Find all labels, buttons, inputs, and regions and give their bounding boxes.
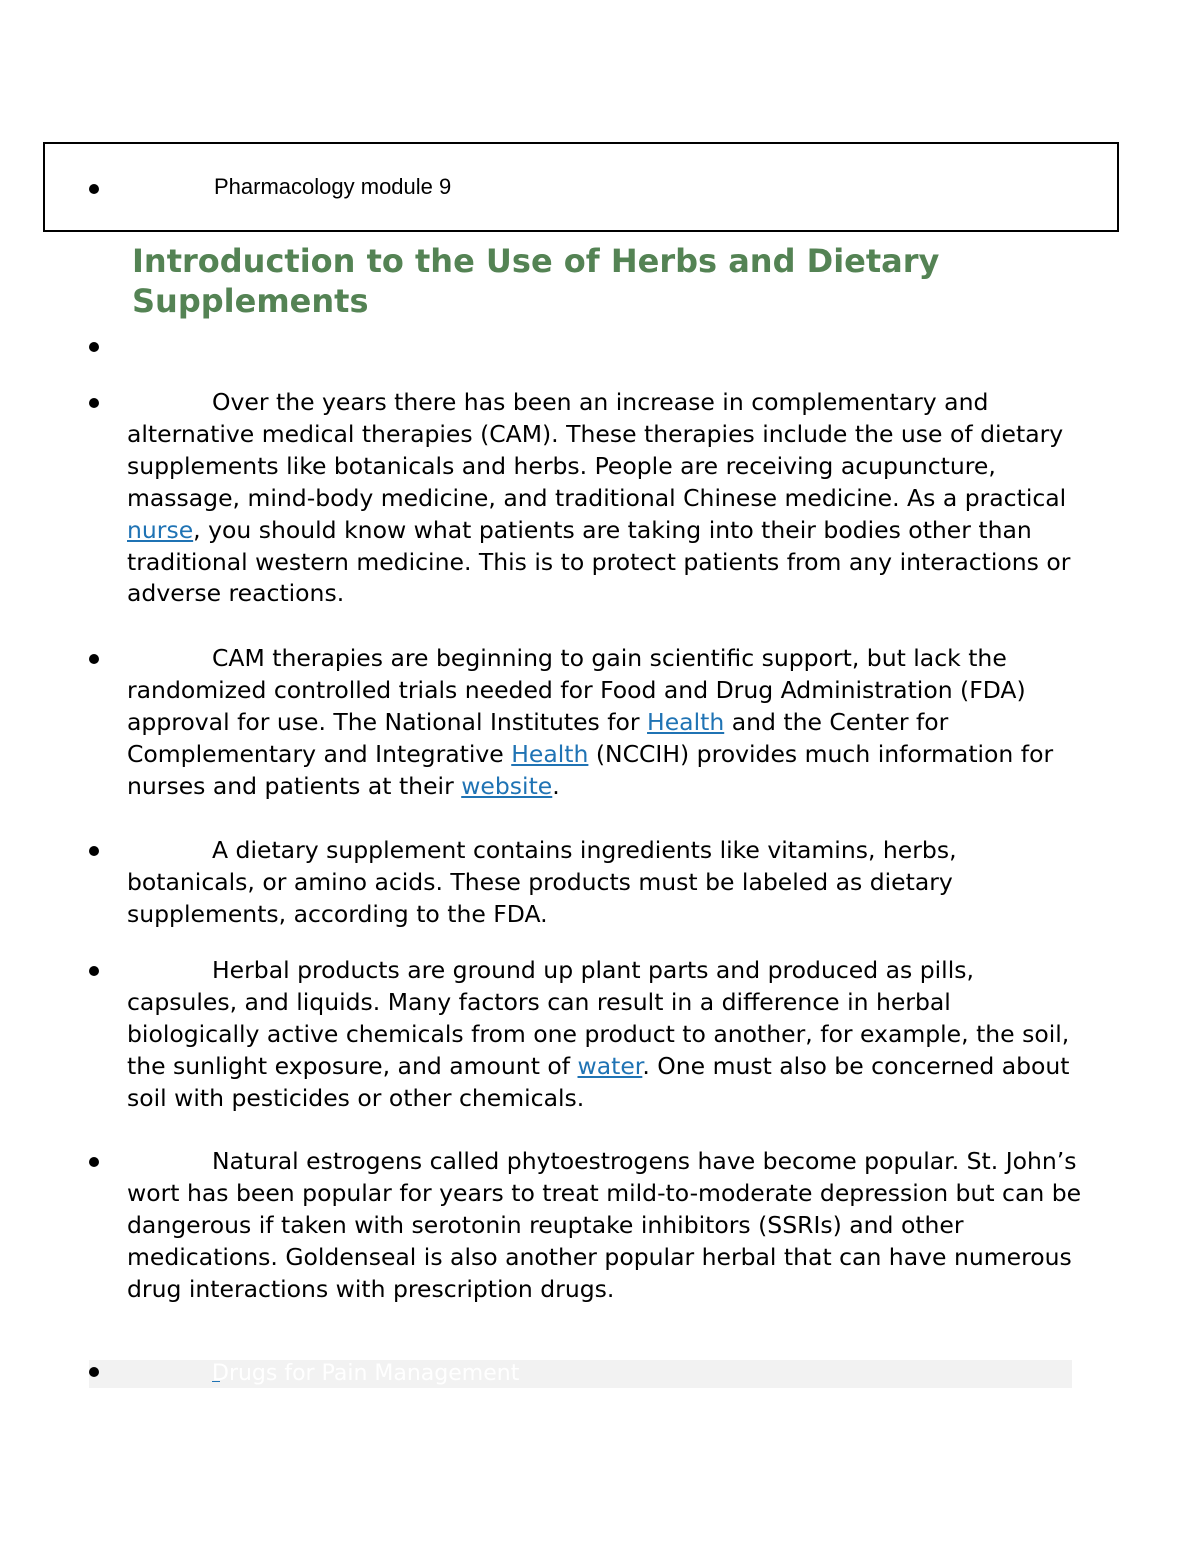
paragraph-text: A dietary supplement contains ingredients like vitamins, herbs, botanicals, or amino acids. These products must be labeled as dietary supplements, according to the FDA. xyxy=(127,836,957,928)
page-title: Introduction to the Use of Herbs and Dietary Supplements xyxy=(132,242,940,320)
header-box xyxy=(43,142,1119,232)
bullet xyxy=(89,342,99,352)
bullet xyxy=(89,654,99,664)
paragraph-phytoestrogens xyxy=(127,1146,1087,1306)
bullet xyxy=(89,184,99,194)
paragraph-text: . xyxy=(552,771,560,800)
bullet xyxy=(89,398,99,408)
website-link[interactable]: website xyxy=(461,771,553,800)
paragraph-cam-support xyxy=(127,643,1087,803)
paragraph-text: . One must also be concerned about soil with pesticides or other chemicals. xyxy=(127,1051,1070,1112)
paragraph-text: (NCCIH) provides much information for nurses and patients at their xyxy=(127,739,1054,800)
paragraph-text: Herbal products are ground up plant parts and produced as pills, capsules, and liquids. Many factors can result in a difference in herbal biologically active chemicals from one product to another, for example, the soil, the sunlight exposure, and amount of xyxy=(127,956,1070,1080)
paragraph-text: CAM therapies are beginning to gain scientific support, but lack the randomized controlled trials needed for Food and Drug Administration (FDA) approval for use. The National Institutes for xyxy=(127,644,1026,736)
paragraph-text: Over the years there has been an increase in complementary and alternative medical therapies (CAM). These therapies include the use of dietary supplements like botanicals and herbs. People are receiving acupuncture, massage, mind-body medicine, and traditional Chinese medicine. As a practical xyxy=(127,388,1067,512)
paragraph-dietary-supplement xyxy=(127,835,1087,931)
nurse-link[interactable]: nurse xyxy=(127,515,194,544)
water-link[interactable]: water xyxy=(577,1051,643,1080)
paragraph-cam-intro xyxy=(127,387,1087,610)
bullet xyxy=(89,966,99,976)
bullet xyxy=(89,1367,99,1377)
bullet xyxy=(89,1157,99,1167)
paragraph-text: Natural estrogens called phytoestrogens have become popular. St. John’s wort has been popular for years to treat mild-to-moderate depression but can be dangerous if taken with serotonin reuptake inhibitors (SSRIs) and other medications. Goldenseal is also another popular herbal that can have numerous drug interactions with prescription drugs. xyxy=(127,1147,1082,1303)
paragraph-herbal-products xyxy=(127,955,1087,1115)
bullet xyxy=(89,846,99,856)
paragraph-text: and the Center for Complementary and Integrative xyxy=(127,707,949,768)
paragraph-text: , you should know what patients are taking into their bodies other than traditional western medicine. This is to protect patients from any interactions or adverse reactions. xyxy=(127,515,1071,608)
module-label: Pharmacology module 9 xyxy=(214,174,452,199)
health-link[interactable]: Health xyxy=(647,707,725,736)
next-section-link[interactable]: Drugs for Pain Management xyxy=(212,1361,520,1386)
health-link[interactable]: Health xyxy=(511,739,589,768)
